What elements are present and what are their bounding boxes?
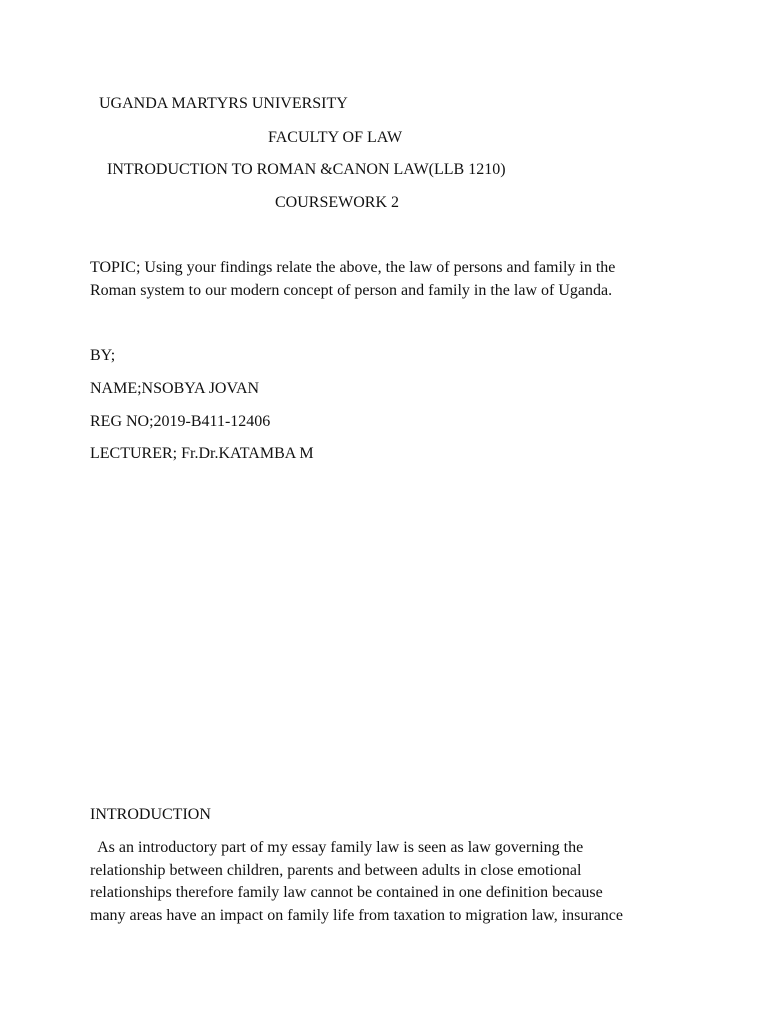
student-name: NAME;NSOBYA JOVAN — [90, 380, 260, 397]
coursework-title: COURSEWORK 2 — [275, 194, 400, 211]
intro-line-2: relationship between children, parents and between adults in close emotional — [90, 861, 582, 879]
topic-paragraph — [90, 257, 690, 302]
university-title: UGANDA MARTYRS UNIVERSITY — [99, 95, 348, 112]
intro-line-1: As an introductory part of my essay family law is seen as law governing the — [90, 839, 584, 856]
intro-line-4: many areas have an impact on family life from taxation to migration law, insurance — [90, 906, 623, 924]
faculty-title: FACULTY OF LAW — [268, 129, 403, 146]
topic-line-1: TOPIC; Using your findings relate the above, the law of persons and family in the — [90, 259, 616, 276]
registration-number: REG NO;2019-B411-12406 — [90, 413, 271, 430]
introduction-paragraph — [90, 837, 690, 927]
by-label: BY; — [90, 347, 116, 364]
topic-line-2: Roman system to our modern concept of person and family in the law of Uganda. — [90, 281, 613, 299]
course-title: INTRODUCTION TO ROMAN &CANON LAW(LLB 1210) — [107, 161, 506, 178]
intro-line-3: relationships therefore family law cannot be contained in one definition because — [90, 884, 603, 901]
introduction-heading: INTRODUCTION — [90, 806, 211, 823]
lecturer-name: LECTURER; Fr.Dr.KATAMBA M — [90, 445, 314, 462]
